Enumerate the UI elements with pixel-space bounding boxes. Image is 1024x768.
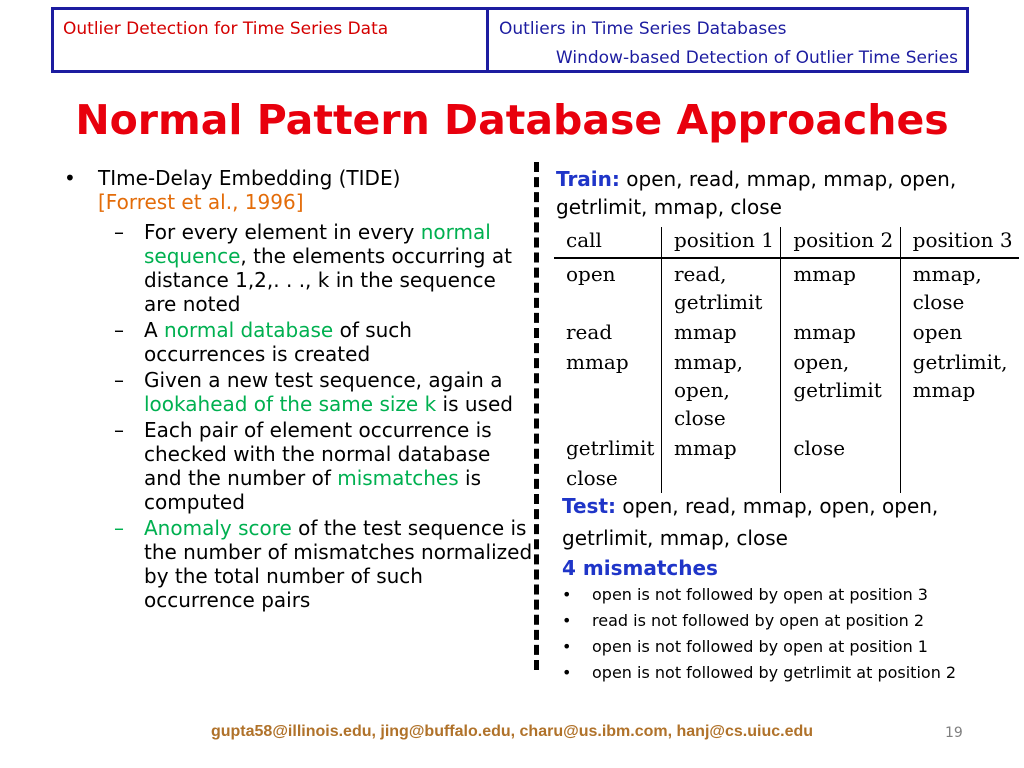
mismatch-text: open is not followed by open at position 1 [592, 637, 928, 656]
table-row [554, 317, 1019, 347]
train-label: Train: [556, 167, 620, 191]
dash-marker: – [114, 220, 124, 244]
sub-item-text: Given a new test sequence, again a lookahead of the same size k is used [144, 368, 513, 416]
table-header-cell: call [554, 227, 662, 258]
mismatch-text: read is not followed by open at position 2 [592, 611, 925, 630]
table-cell: mmap [662, 433, 781, 463]
sub-item-text: Each pair of element occurrence is checked with the normal database and the number of mismatches is computed [144, 418, 492, 514]
sub-item [114, 418, 534, 514]
table-cell: mmap, close [900, 258, 1019, 317]
main-bullet [64, 166, 534, 214]
table-cell: open [900, 317, 1019, 347]
header-nav-box [51, 7, 969, 73]
bullet-dot: • [562, 611, 572, 630]
table-row [554, 258, 1019, 317]
table-cell: open [566, 262, 616, 286]
slide-title: Normal Pattern Database Approaches [75, 96, 949, 144]
table-cell: mmap [781, 317, 900, 347]
footer-emails: gupta58@illinois.edu, jing@buffalo.edu, charu@us.ibm.com, hanj@cs.uiuc.edu [210, 723, 814, 740]
table-row [554, 433, 1019, 463]
test-text: open, read, mmap, open, open, getrlimit, mmap, close [562, 494, 939, 550]
nav-chapter-title[interactable]: Outliers in Time Series Databases [499, 19, 787, 39]
bullet-dot: • [562, 585, 572, 604]
column-divider [534, 162, 539, 670]
highlight-term: Anomaly score [144, 516, 292, 540]
train-sequence [556, 165, 1006, 221]
sub-item [114, 516, 534, 612]
dash-marker: – [114, 418, 124, 442]
table-cell: read, getrlimit [662, 258, 781, 317]
table-cell: mmap [781, 258, 900, 317]
bullet-dot: • [64, 166, 76, 190]
mismatch-text: open is not followed by open at position 3 [592, 585, 928, 604]
table-cell [662, 463, 781, 493]
nav-section-title[interactable]: Outlier Detection for Time Series Data [54, 10, 489, 70]
table-header-row [554, 227, 1019, 258]
mismatch-item [562, 608, 1012, 634]
table-cell: getrlimit, mmap [900, 347, 1019, 433]
page-number: 19 [945, 725, 963, 741]
table-row [554, 463, 1019, 493]
table-cell: open, getrlimit [781, 347, 900, 433]
highlight-term: normal database [164, 318, 334, 342]
table-cell: close [781, 433, 900, 463]
table-cell [900, 433, 1019, 463]
table-cell: mmap [662, 317, 781, 347]
table-header-cell: position 2 [781, 227, 900, 258]
table-cell: mmap, open, close [662, 347, 781, 433]
table-cell: read [566, 320, 613, 344]
reference-citation: [Forrest et al., 1996] [98, 190, 304, 214]
table-row [554, 347, 1019, 433]
test-sequence [562, 490, 1012, 686]
mismatch-item [562, 582, 1012, 608]
sub-item-text: A normal database of such occurrences is created [144, 318, 412, 366]
highlight-term: normal sequence [144, 220, 491, 268]
sub-item-text: For every element in every normal sequence, the elements occurring at distance 1,2,. . ., k in the sequence are noted [144, 220, 512, 316]
mismatch-item [562, 634, 1012, 660]
occurrence-table [554, 227, 1019, 493]
dash-marker: – [114, 516, 124, 540]
nav-subsection [489, 10, 966, 70]
table-cell [900, 463, 1019, 493]
bullet-main-text: TIme-Delay Embedding (TIDE) [98, 166, 401, 190]
table-cell: close [566, 466, 618, 490]
table-header-cell: position 1 [662, 227, 781, 258]
sub-item-text: Anomaly score of the test sequence is the number of mismatches normalized by the total number of such occurrence pairs [144, 516, 533, 612]
table-body [554, 258, 1019, 493]
mismatch-list [562, 582, 1012, 686]
sub-list [114, 220, 534, 612]
dash-marker: – [114, 318, 124, 342]
table-cell: getrlimit [566, 436, 655, 460]
left-column [64, 166, 534, 614]
sub-item [114, 368, 534, 416]
table-header-cell: position 3 [900, 227, 1019, 258]
test-label: Test: [562, 494, 617, 518]
dash-marker: – [114, 368, 124, 392]
sub-item [114, 318, 534, 366]
highlight-term: lookahead of the same size k [144, 392, 437, 416]
bullet-dot: • [562, 663, 572, 682]
train-text: open, read, mmap, mmap, open, getrlimit, mmap, close [556, 167, 957, 219]
mismatch-item [562, 660, 1012, 686]
highlight-term: mismatches [337, 466, 459, 490]
table-cell: mmap [566, 350, 629, 374]
nav-current-topic[interactable]: Window-based Detection of Outlier Time Series [555, 48, 958, 68]
table-cell [781, 463, 900, 493]
bullet-dot: • [562, 637, 572, 656]
mismatch-text: open is not followed by getrlimit at position 2 [592, 663, 957, 682]
sub-item [114, 220, 534, 316]
mismatch-count: 4 mismatches [562, 556, 718, 580]
